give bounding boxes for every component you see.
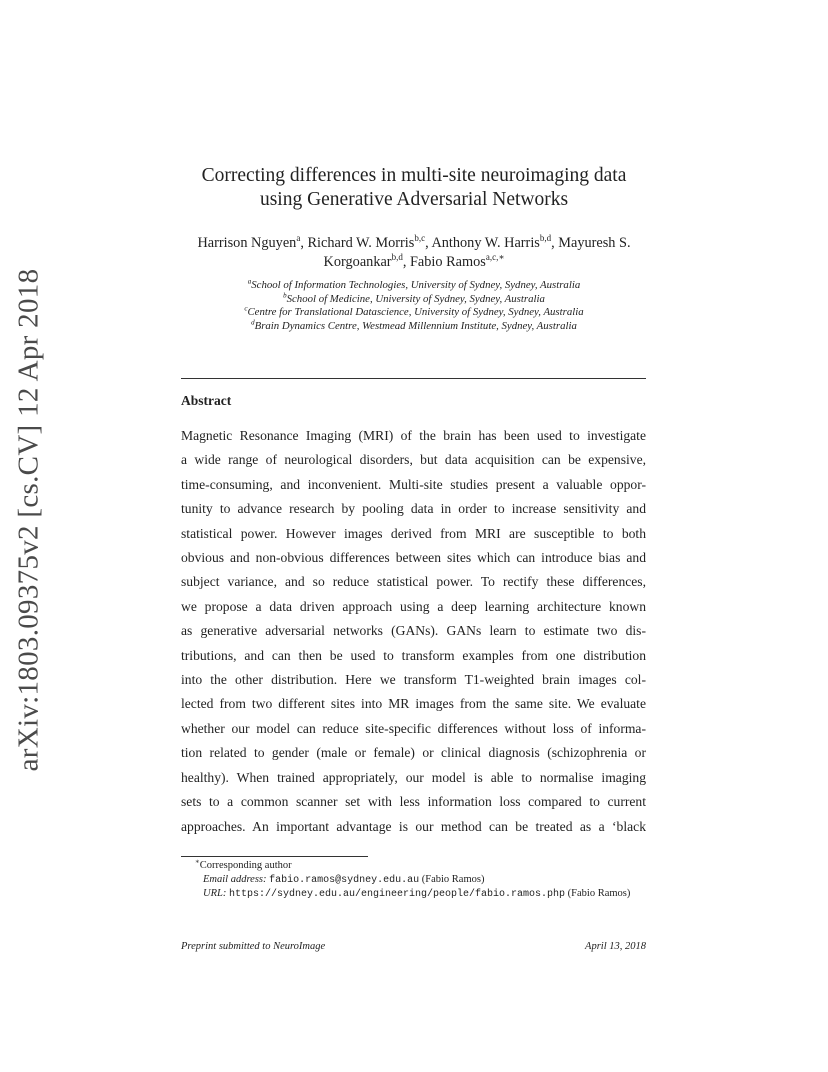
abstract-line: as generative adversarial networks (GANs). GANs learn to estimate two dis- [181,623,646,639]
affiliation-item [160,293,668,307]
affiliation-text: School of Information Technologies, University of Sydney, Sydney, Australia [251,279,581,291]
abstract-line: tion related to gender (male or female) or clinical diagnosis (schizophrenia or [181,745,646,761]
abstract-line: sets to a common scanner set with less information loss compared to current [181,794,646,810]
arxiv-stamp [4,268,54,772]
abstract-heading: Abstract [181,393,232,408]
abstract-line: we propose a data driven approach using a deep learning architecture known [181,598,646,614]
author-list: Harrison Nguyen$^a$, Richard W. Morris$^{b,c}$, Anthony W. Harris$^{b,d}$, Mayuresh S. Korgoankar$^{b,d}$, Fabio Ramos$^{a,c,∗}$ [197,233,631,270]
author-affil-marker: b,c [414,233,426,244]
abstract-line: statistical power. However images derived from MRI are susceptible to both [181,525,646,541]
paper-title [150,164,678,212]
arxiv-stamp-text: arXiv:1803.09375v2 [cs.CV] 12 Apr 2018 [12,268,45,772]
abstract-top-rule [181,378,646,379]
abstract-line: into the other distribution. Here we transform T1-weighted brain images col- [181,672,646,688]
affiliation-item [160,279,668,293]
footnote-email [195,873,655,888]
abstract-line: Magnetic Resonance Imaging (MRI) of the brain has been used to investigate [181,428,646,443]
url-owner: (Fabio Ramos) [567,888,631,899]
email-owner: (Fabio Ramos) [421,873,485,885]
url-link[interactable]: https://sydney.edu.au/engineering/people/fabio.ramos.php [228,889,566,900]
author-name: Harrison Nguyen [197,235,297,251]
url-label: URL: [203,888,227,899]
affiliation-item [160,320,668,334]
author-affil-marker: a [296,233,301,244]
affiliation-marker: a [247,277,252,286]
abstract-line: tunity to advance research by pooling data in order to increase sensitivity and [181,501,646,517]
abstract-line: obvious and non-obvious differences between sites which can introduce bias and [181,550,646,566]
author-name: Mayuresh S. Korgoankar [323,235,631,270]
affiliation-text: Brain Dynamics Centre, Westmead Millennium Institute, Sydney, Australia [254,319,577,332]
author-name: Anthony W. Harris [431,235,540,251]
footnote-url [195,887,655,902]
abstract-line: approaches. An important advantage is our method can be treated as a ‘black [181,818,646,834]
abstract-line: whether our model can reduce site-specific differences without loss of informa- [181,720,646,736]
affiliation-marker: d [251,318,255,327]
author-affil-marker: a,c,∗ [485,252,505,263]
author-name: Richard W. Morris [307,235,415,251]
footnote-marker: ∗ [195,857,200,866]
submission-date: April 13, 2018 [585,941,646,952]
abstract-line: time-consuming, and inconvenient. Multi-site studies present a valuable oppor- [181,476,646,492]
footnote-rule [181,856,368,857]
author-affil-marker: b,d [391,252,403,263]
abstract-line: tributions, and can then be used to transform examples from one distribution [181,647,646,663]
abstract-line: a wide range of neurological disorders, but data acquisition can be expensive, [181,452,646,468]
title-line-2: using Generative Adversarial Networks [259,189,569,210]
affiliation-marker: c [244,304,248,313]
preprint-note: Preprint submitted to NeuroImage [181,941,326,952]
affiliation-marker: b [283,291,287,299]
footnote [195,859,655,902]
footnote-corresponding-text: Corresponding author [199,860,292,871]
affiliation-list [160,279,668,333]
affiliation-item [160,306,668,320]
email-link[interactable]: fabio.ramos@sydney.edu.au [269,874,420,886]
abstract-line: subject variance, and so reduce statistical power. To rectify these differences, [181,574,646,590]
author-affil-marker: b,d [539,233,552,244]
author-name: Fabio Ramos [409,254,486,270]
footnote-corresponding [195,859,655,873]
abstract-line: healthy). When trained appropriately, our model is able to normalise imaging [181,769,646,785]
affiliation-text: School of Medicine, University of Sydney, Sydney, Australia [286,292,545,305]
abstract-line: lected from two different sites into MR images from the same site. We evaluate [181,696,646,712]
email-label: Email address: [203,873,267,885]
affiliation-text: Centre for Translational Datascience, University of Sydney, Sydney, Australia [247,306,584,319]
abstract-body [181,424,646,839]
title-line-1: Correcting differences in multi-site neuroimaging data [201,165,627,186]
